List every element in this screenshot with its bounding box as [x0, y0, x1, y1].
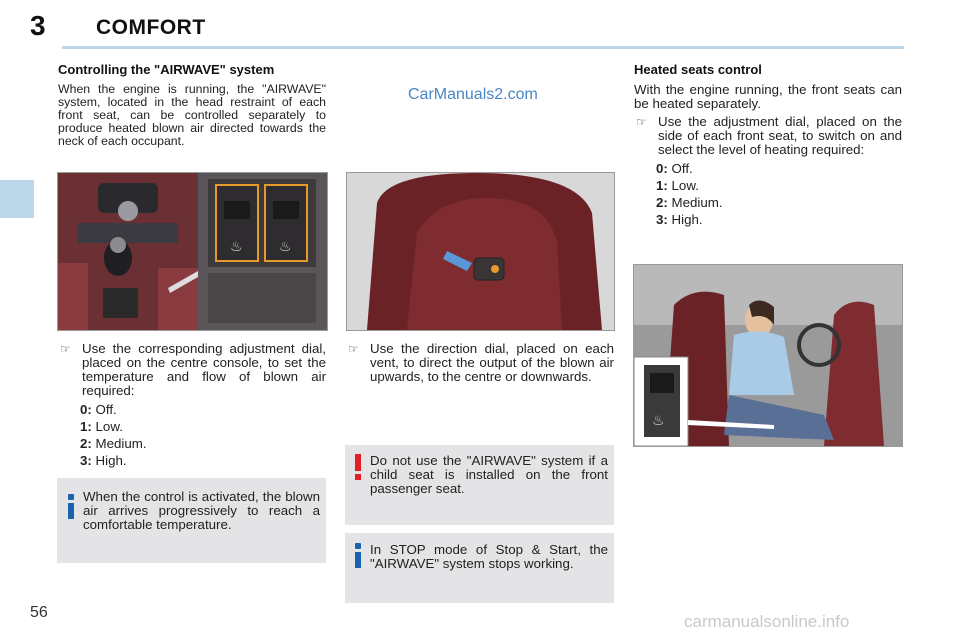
heated-seats-step-text: Use the adjustment dial, placed on the side of each front seat, to switch on and select the level of heating required: [658, 114, 902, 157]
level-item: 0: Off. [656, 161, 693, 176]
level-item: 1: Low. [656, 178, 699, 193]
watermark-bottom[interactable]: carmanualsonline.info [684, 612, 850, 631]
svg-text:♨: ♨ [652, 413, 665, 429]
page-number: 56 [30, 604, 48, 621]
level-item: 2: Medium. [80, 436, 147, 451]
airwave-step-2-text: Use the direction dial, placed on each vent, to direct the output of the blown air upwards, to the centre or downwards. [370, 341, 614, 384]
info-icon [68, 494, 74, 519]
header-rule [62, 46, 904, 49]
pointing-hand-icon: ☞ [60, 342, 71, 356]
bullet-paragraph [58, 342, 326, 398]
info-note-box [57, 478, 326, 563]
airwave-title: Controlling the "AIRWAVE" system [58, 62, 275, 77]
chapter-side-tab [0, 180, 34, 218]
info-icon [355, 543, 361, 568]
warning-note-box [345, 445, 614, 525]
level-item: 3: High. [80, 453, 127, 468]
airwave-intro: When the engine is running, the "AIRWAVE" system, located in the head restraint of each front seat, can be controlled separately to produce heated blown air directed towards the neck of each occupant. [58, 82, 326, 148]
level-item: 3: High. [656, 212, 703, 227]
centre-console-image [57, 172, 328, 331]
head-restraint-image [346, 172, 615, 331]
airwave-step-1-text: Use the corresponding adjustment dial, placed on the centre console, to set the temperature and flow of blown air required: [82, 341, 326, 398]
svg-text:♨: ♨ [230, 239, 243, 255]
info-note-text: When the control is activated, the blown air arrives progressively to reach a comfortable temperature. [83, 489, 320, 532]
heated-seat-image [633, 264, 903, 447]
watermark-top[interactable]: CarManuals2.com [408, 86, 538, 103]
chapter-number: 3 [30, 10, 46, 41]
pointing-hand-icon: ☞ [348, 342, 359, 356]
svg-text:♨: ♨ [279, 239, 292, 255]
airwave-levels [58, 401, 326, 469]
chapter-title: COMFORT [96, 16, 206, 39]
heated-seats-section [634, 62, 902, 228]
stop-start-note-box [345, 533, 614, 603]
level-item: 2: Medium. [656, 195, 723, 210]
bullet-paragraph [634, 115, 902, 157]
stop-start-note-text: In STOP mode of Stop & Start, the "AIRWAVE" system stops working. [370, 542, 608, 571]
heated-seats-intro: With the engine running, the front seats can be heated separately. [634, 82, 902, 111]
airwave-section [58, 62, 326, 148]
airwave-step-2 [346, 342, 614, 384]
heated-seats-title: Heated seats control [634, 62, 762, 77]
pointing-hand-icon: ☞ [636, 115, 647, 129]
level-item: 1: Low. [80, 419, 123, 434]
airwave-step-1 [58, 342, 326, 469]
warning-note-text: Do not use the "AIRWAVE" system if a child seat is installed on the front passenger seat. [370, 453, 608, 496]
heated-seat-levels [634, 160, 902, 228]
level-item: 0: Off. [80, 402, 117, 417]
bullet-paragraph [346, 342, 614, 384]
warning-exclamation-icon [355, 454, 361, 480]
